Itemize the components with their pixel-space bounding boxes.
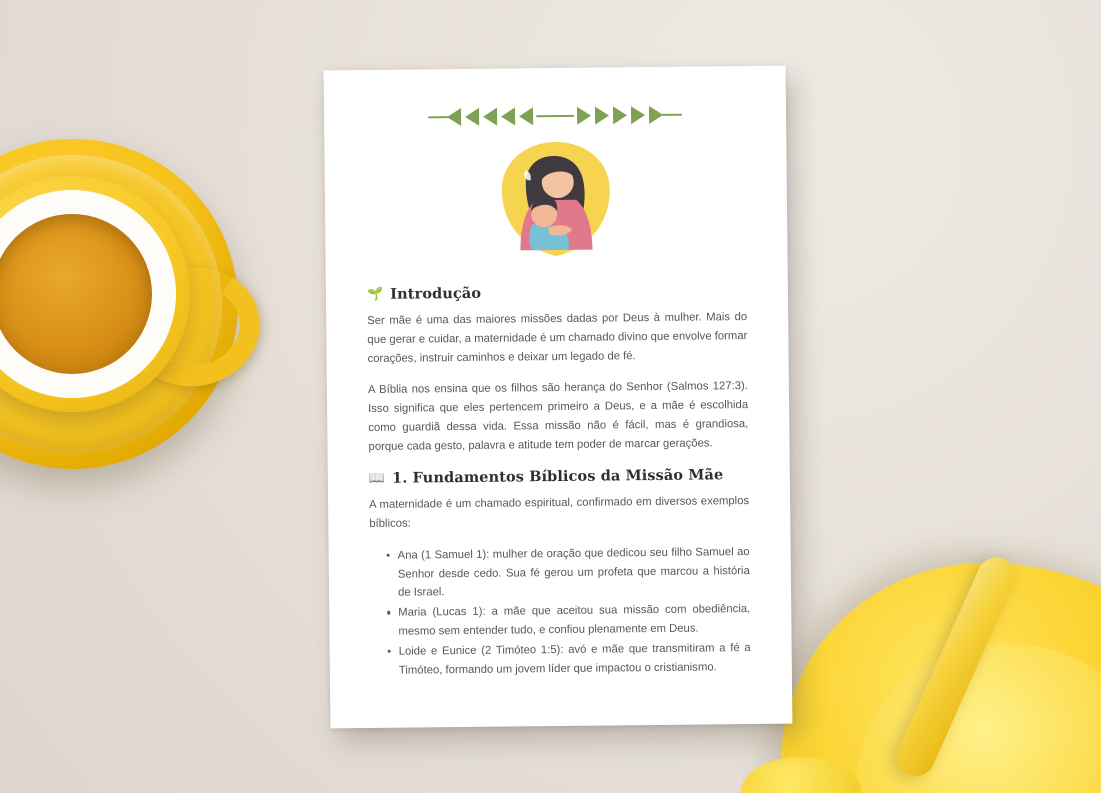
seedling-icon: 🌱 [366,286,384,302]
teacup-rim [0,190,176,398]
list-item: Loide e Eunice (2 Timóteo 1:5): avó e mãe que transmitiram a fé a Timóteo, formando um jovem líder que impactou o cristianismo. [388,639,751,681]
paragraph-intro-2: A Bíblia nos ensina que os filhos são herança do Senhor (Salmos 127:3). Isso significa que eles pertencem primeiro a Deus, e a mãe é escolhida como guardiã dessa vida. Essa missão não é fácil, mas é grandiosa, porque cada gesto, palavra e atitude tem poder de marcar gerações. [367,380,749,453]
section-title-introducao [367,282,747,303]
list-item: Maria (Lucas 1): a mãe que aceitou sua missão com obediência, mesmo sem entender tudo, e confiou plenamente em Deus. [387,600,750,642]
list-item: Ana (1 Samuel 1): mulher de oração que dedicou seu filho Samuel ao Senhor desde cedo. Sua fé gerou um profeta que marcou a história de Israel. [387,543,751,603]
sheet-content [324,66,793,729]
paper-sheet [324,66,793,729]
section-title-text: Introdução [390,284,482,303]
mother-hugging-child-illustration [365,136,746,272]
biblical-examples-list [370,543,751,681]
open-book-icon: 📖 [368,471,386,487]
section-title-fundamentos [369,466,749,487]
paragraph-fundamentos-1: A maternidade é um chamado espiritual, confirmado em diversos exemplos bíblicos: [369,495,750,530]
tea-liquid [0,214,152,374]
paragraph-intro-1: Ser mãe é uma das maiores missões dadas por Deus à mulher. Mais do que gerar e cuidar, a maternidade é um chamado divino que envolve formar corações, instruir caminhos e deixar um legado de fé. [367,311,748,365]
section-title-text: 1. Fundamentos Bíblicos da Missão Mãe [392,466,724,487]
leafy-branch-divider-icon [365,96,745,136]
